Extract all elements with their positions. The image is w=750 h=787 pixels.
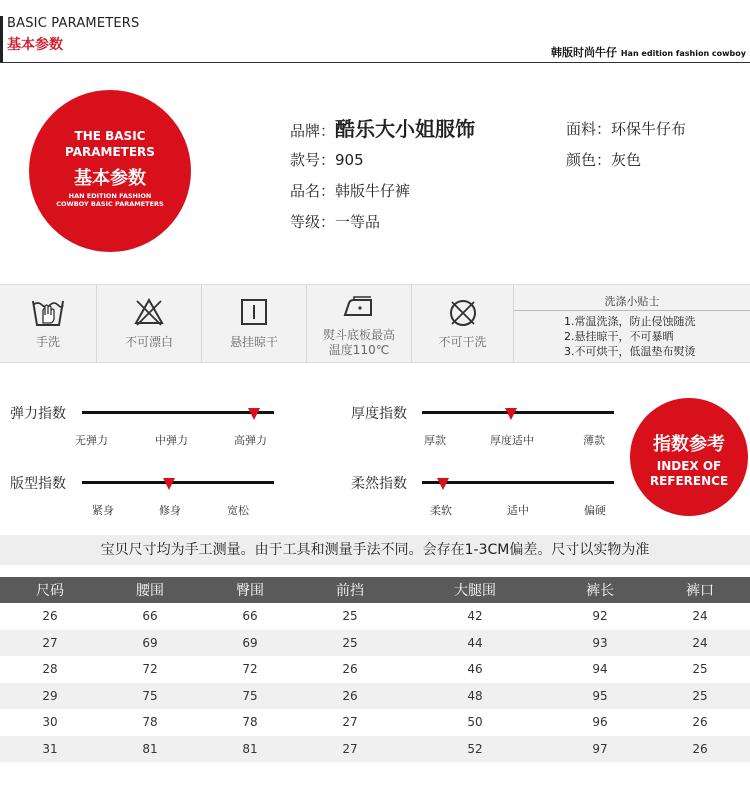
basic-parameters-badge — [29, 90, 191, 252]
info-name — [290, 180, 410, 201]
table-cell: 30 — [42, 715, 58, 730]
table-cell: 27 — [342, 715, 358, 730]
column-header: 裤长 — [550, 577, 650, 603]
table-cell: 78 — [142, 715, 158, 730]
size-table-header — [0, 577, 750, 603]
table-row — [0, 630, 750, 657]
iron-icon — [341, 295, 377, 319]
care-item-iron — [307, 285, 412, 362]
table-row — [0, 603, 750, 630]
table-row — [0, 683, 750, 710]
care-item-hang-dry — [202, 285, 307, 362]
table-cell: 75 — [200, 683, 300, 710]
badge-cn: 基本参数 — [74, 168, 146, 189]
table-cell: 31 — [0, 736, 100, 763]
table-cell: 69 — [200, 630, 300, 657]
table-cell: 81 — [200, 736, 300, 763]
size-table — [0, 577, 750, 762]
care-label-no-bleach: 不可漂白 — [124, 335, 173, 349]
column-header: 腰围 — [100, 577, 200, 603]
washing-tips-divider — [514, 310, 750, 311]
softness-tick: 适中 — [507, 504, 529, 517]
care-label-iron-line2: 温度110℃ — [328, 343, 390, 357]
elastic-index-title: 弹力指数 — [10, 406, 66, 422]
info-name-value: 韩版牛仔裤 — [335, 182, 411, 200]
care-item-no-dry-clean — [412, 285, 514, 362]
table-cell: 81 — [100, 736, 200, 763]
table-cell: 24 — [650, 630, 750, 657]
info-color-label: 颜色： — [566, 151, 612, 169]
table-cell: 66 — [142, 609, 158, 624]
info-fabric-label: 面料： — [566, 120, 612, 138]
thickness-index-title: 厚度指数 — [351, 406, 407, 422]
table-cell: 50 — [467, 715, 483, 730]
table-cell: 97 — [550, 736, 650, 763]
table-cell: 96 — [592, 715, 608, 730]
washing-tips — [514, 285, 750, 362]
table-cell: 25 — [300, 630, 400, 657]
brand-tag — [551, 44, 746, 60]
table-cell: 94 — [592, 662, 608, 677]
softness-tick: 柔软 — [430, 504, 452, 517]
index-reference-badge — [630, 398, 748, 516]
column-header: 裤口 — [650, 577, 750, 603]
table-row — [0, 709, 750, 736]
fit-index-marker — [163, 478, 175, 490]
hang-dry-icon — [239, 297, 269, 327]
table-cell: 27 — [300, 736, 400, 763]
badge-line2: PARAMETERS — [65, 145, 155, 159]
fit-tick: 紧身 — [92, 504, 114, 517]
table-cell: 25 — [650, 683, 750, 710]
table-cell: 25 — [692, 662, 708, 677]
fit-tick: 宽松 — [227, 504, 249, 517]
table-cell: 28 — [42, 662, 58, 677]
care-label-iron-line1: 熨斗底板最高 — [322, 328, 395, 342]
info-grade — [290, 211, 380, 232]
info-fabric-value: 环保牛仔布 — [611, 120, 687, 138]
column-header: 尺码 — [0, 577, 100, 603]
measurement-note: 宝贝尺寸均为手工测量。由于工具和测量手法不同。会存在1-3CM偏差。尺寸以实物为准 — [0, 535, 750, 565]
washing-tip: 1.常温洗涤，防止侵蚀随洗 — [564, 315, 696, 328]
info-color-value: 灰色 — [611, 151, 642, 169]
info-color — [566, 149, 641, 170]
table-cell: 26 — [300, 683, 400, 710]
care-label-no-dry-clean: 不可干洗 — [438, 335, 487, 349]
softness-tick: 偏硬 — [584, 504, 606, 517]
header-divider — [0, 62, 750, 63]
reference-en2: REFERENCE — [649, 474, 729, 488]
table-cell: 26 — [42, 609, 58, 624]
table-cell: 27 — [0, 630, 100, 657]
table-cell: 29 — [0, 683, 100, 710]
table-cell: 26 — [692, 715, 708, 730]
brand-tag-en: Han edition fashion cowboy — [620, 49, 746, 58]
softness-index-title: 柔然指数 — [351, 476, 407, 492]
thickness-index-bar — [422, 411, 614, 414]
section-header — [0, 16, 139, 62]
section-title-en: BASIC PARAMETERS — [7, 16, 140, 31]
badge-small1: HAN EDITION FASHION — [68, 192, 152, 200]
washing-tip: 3.不可烘干，低温垫布熨烫 — [564, 345, 696, 358]
table-cell: 26 — [342, 662, 358, 677]
table-cell: 48 — [400, 683, 550, 710]
table-cell: 93 — [550, 630, 650, 657]
column-header: 臀围 — [200, 577, 300, 603]
info-style-no-label: 款号： — [290, 151, 336, 169]
badge-line1: THE BASIC — [74, 129, 146, 143]
column-header: 前挡 — [300, 577, 400, 603]
table-cell: 95 — [550, 683, 650, 710]
fit-index-title: 版型指数 — [10, 476, 66, 492]
care-item-hand-wash — [0, 285, 97, 362]
washing-tip: 2.悬挂晾干，不可暴晒 — [564, 330, 674, 343]
column-header: 大腿围 — [400, 577, 550, 603]
hand-wash-icon — [30, 297, 66, 329]
info-brand-label: 品牌： — [290, 122, 336, 140]
care-label-iron — [307, 328, 411, 358]
fit-tick: 修身 — [159, 504, 181, 517]
reference-cn: 指数参考 — [653, 434, 725, 455]
table-cell: 78 — [242, 715, 258, 730]
table-cell: 24 — [692, 609, 708, 624]
thickness-index-marker — [505, 408, 517, 420]
table-cell: 42 — [467, 609, 483, 624]
softness-index-marker — [437, 478, 449, 490]
table-cell: 72 — [142, 662, 158, 677]
badge-small2: COWBOY BASIC PARAMETERS — [56, 200, 164, 208]
care-label-hand-wash: 手洗 — [35, 335, 60, 349]
table-cell: 46 — [467, 662, 483, 677]
no-bleach-icon — [133, 297, 165, 327]
washing-tips-title: 洗涤小贴士 — [604, 295, 660, 308]
table-cell: 72 — [242, 662, 258, 677]
reference-en1: INDEX OF — [656, 459, 722, 473]
table-row — [0, 656, 750, 683]
care-strip — [0, 284, 750, 363]
elastic-tick: 高弹力 — [234, 434, 267, 447]
info-brand-value: 酷乐大小姐服饰 — [335, 117, 476, 141]
care-label-hang-dry: 悬挂晾干 — [229, 335, 278, 349]
info-style-no-value: 905 — [335, 151, 364, 169]
brand-tag-cn: 韩版时尚牛仔 — [551, 46, 618, 59]
info-name-label: 品名： — [290, 182, 336, 200]
no-dry-clean-icon — [447, 297, 479, 329]
table-cell: 44 — [400, 630, 550, 657]
table-cell: 25 — [342, 609, 358, 624]
table-row — [0, 736, 750, 763]
info-fabric — [566, 118, 686, 139]
info-brand — [290, 113, 475, 142]
info-grade-label: 等级： — [290, 213, 336, 231]
thickness-tick: 厚款 — [424, 434, 446, 447]
thickness-tick: 薄款 — [583, 434, 605, 447]
elastic-index-bar — [82, 411, 274, 414]
table-cell: 26 — [650, 736, 750, 763]
thickness-tick: 厚度适中 — [490, 434, 534, 447]
table-cell: 75 — [100, 683, 200, 710]
table-cell: 69 — [100, 630, 200, 657]
washing-tips-list — [564, 314, 696, 359]
elastic-tick: 中弹力 — [155, 434, 188, 447]
softness-index-bar — [422, 481, 614, 484]
care-item-no-bleach — [97, 285, 202, 362]
info-grade-value: 一等品 — [335, 213, 381, 231]
table-cell: 92 — [592, 609, 608, 624]
table-cell: 52 — [400, 736, 550, 763]
table-cell: 66 — [242, 609, 258, 624]
fit-index-bar — [82, 481, 274, 484]
section-title-cn: 基本参数 — [7, 37, 63, 53]
elastic-tick: 无弹力 — [75, 434, 108, 447]
info-style-no — [290, 149, 364, 170]
elastic-index-marker — [248, 408, 260, 420]
